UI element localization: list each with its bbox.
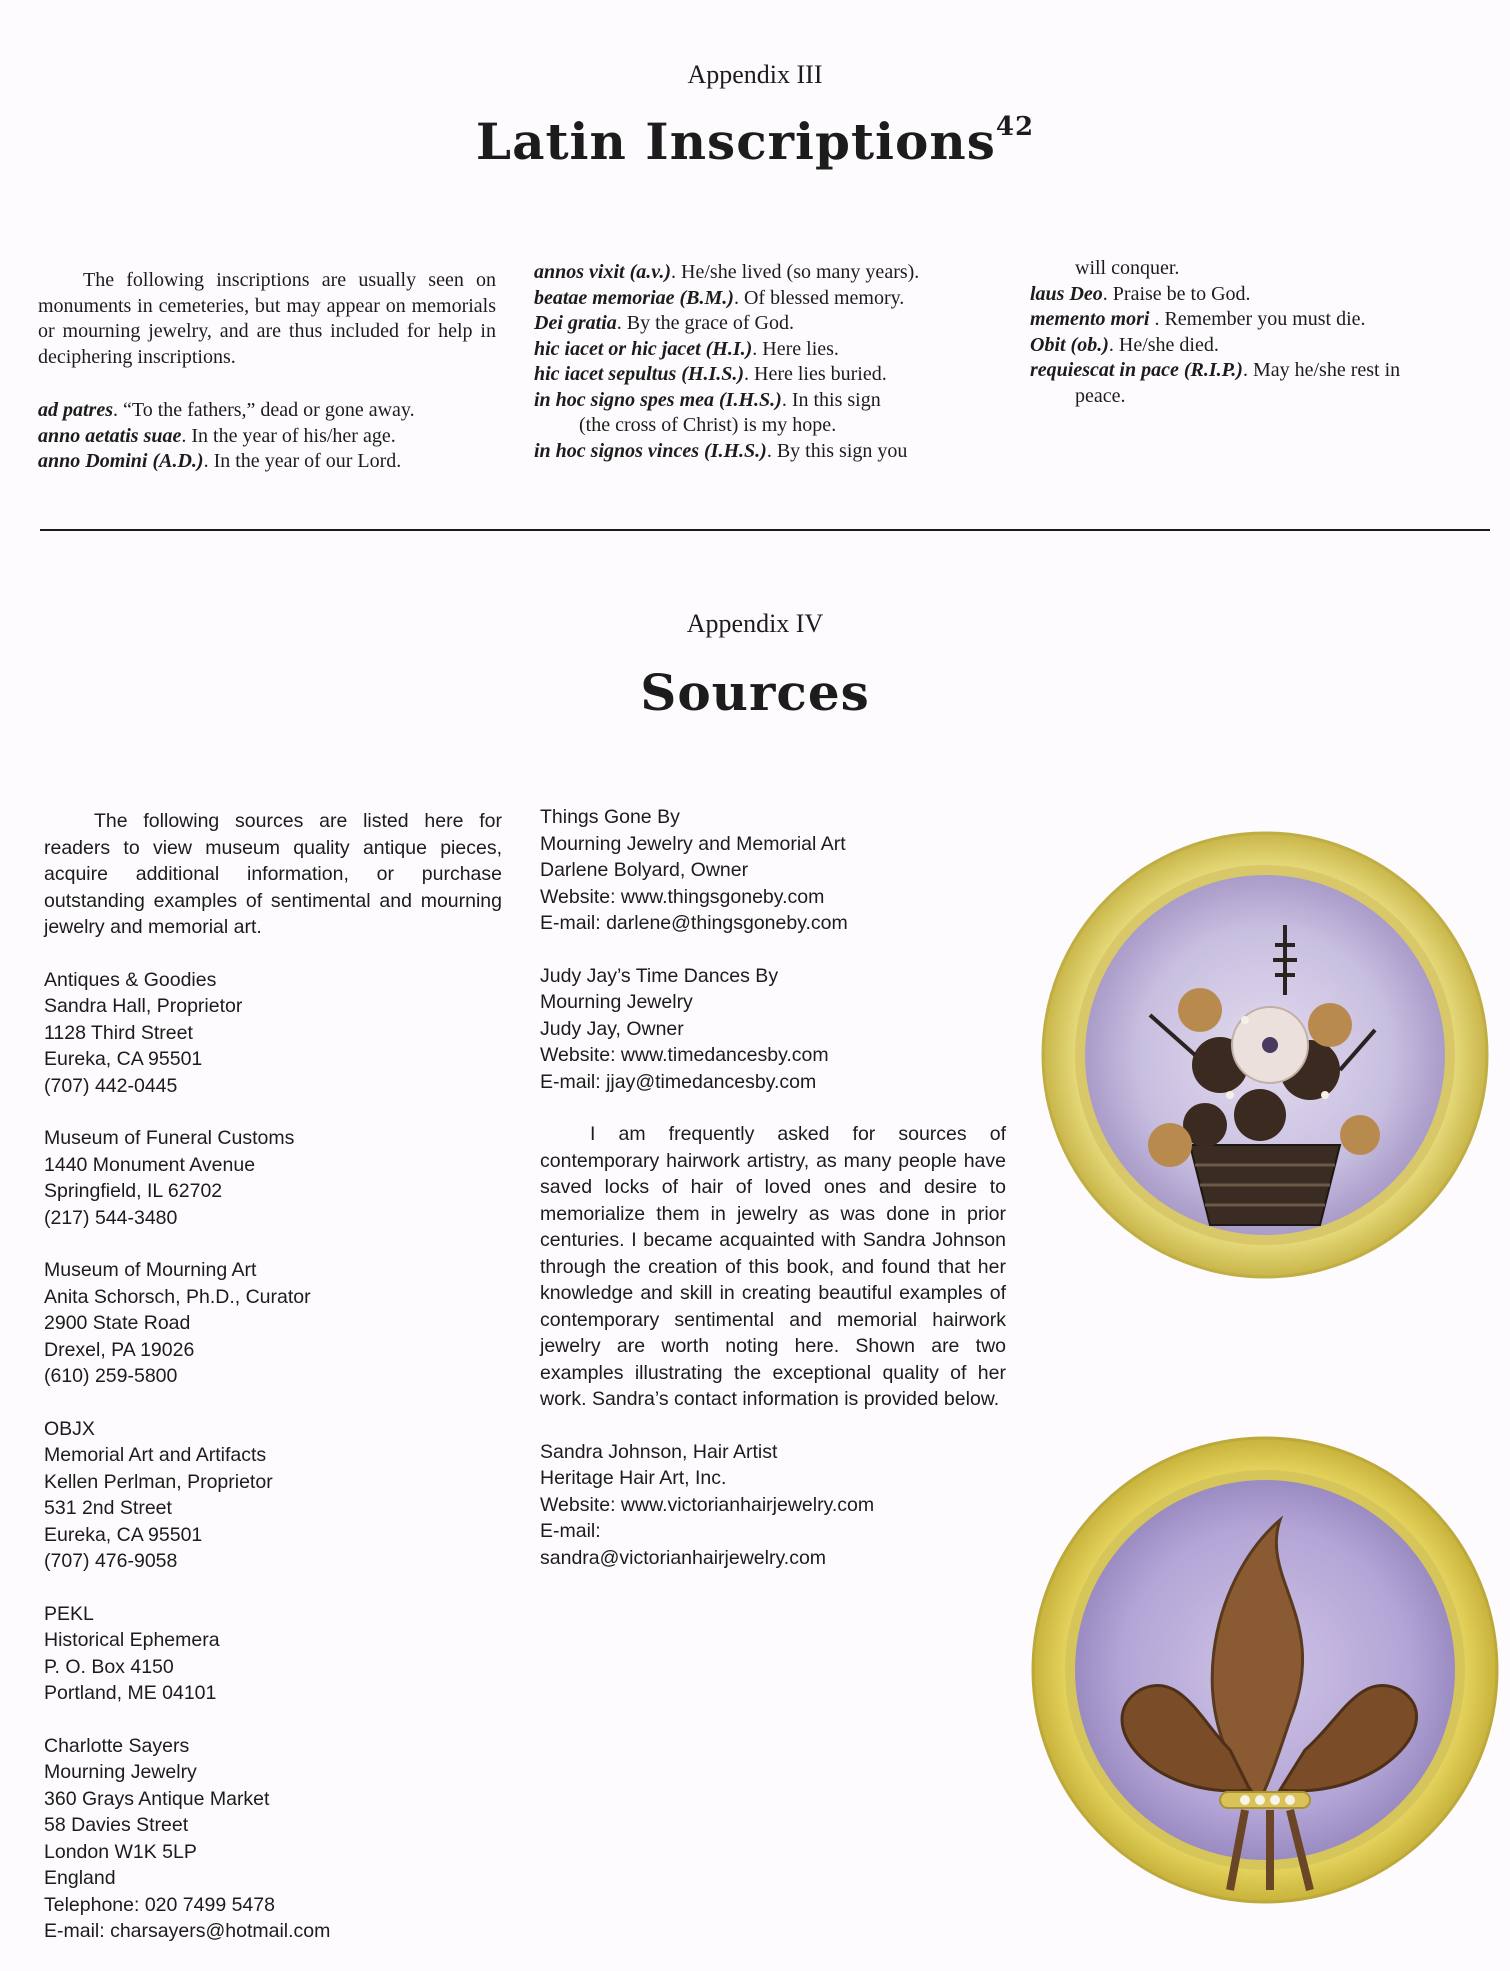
latin-col-1-entries [38, 398, 496, 475]
latin-entry [534, 286, 1004, 312]
latin-definition: . “To the fathers,” dead or gone away. [113, 399, 415, 421]
source-line[interactable]: E-mail: charsayers@hotmail.com [44, 1920, 331, 1942]
hairwork-paragraph-text: I am frequently asked for sources of contemporary hairwork artistry, as many people have saved locks of hair of loved ones and desire to memorialize them in jewelry as was done in prior centuries. I became acquainted with Sandra Johnson through the creation of this book, and found that her knowledge and skill in creating beautiful examples of contemporary sentimental and memorial hairwork jewelry are worth noting here. Shown are two examples illustrating the exceptional quality of her work. Sandra’s contact information is provided below. [540, 1123, 1006, 1410]
latin-entry [1030, 333, 1495, 359]
latin-term: hic iacet or hic jacet (H.I.) [534, 337, 753, 360]
latin-definition-continuation: peace. [1075, 384, 1126, 407]
source-line: Heritage Hair Art, Inc. [540, 1467, 727, 1489]
source-line: Memorial Art and Artifacts [44, 1444, 267, 1466]
latin-term: in hoc signo spes mea (I.H.S.) [534, 388, 782, 411]
latin-term: annos vixit (a.v.) [534, 261, 672, 283]
source-line[interactable]: sandra@victorianhairjewelry.com [540, 1546, 827, 1569]
latin-entry [534, 362, 1004, 388]
latin-term: Dei gratia [534, 312, 617, 334]
source-entry [44, 1125, 502, 1231]
latin-col-1 [38, 268, 496, 475]
latin-entry [534, 388, 1004, 414]
latin-definition: . He/she died. [1108, 333, 1219, 356]
source-line: Kellen Perlman, Proprietor [44, 1470, 273, 1493]
source-line[interactable]: Website: www.timedancesby.com [540, 1044, 829, 1066]
source-entry [44, 1416, 502, 1575]
latin-definition: . In the year of our Lord. [203, 450, 402, 472]
source-line: 2900 State Road [44, 1312, 191, 1334]
hairwork-paragraph [540, 1121, 1006, 1413]
sources-intro [44, 808, 502, 941]
source-line: Things Gone By [540, 806, 680, 828]
latin-definition: . By the grace of God. [616, 312, 794, 334]
source-line: Drexel, PA 19026 [44, 1338, 195, 1361]
latin-definition: . By this sign you [766, 439, 908, 462]
latin-entry [38, 398, 496, 424]
appendix-4-title: Sources [640, 663, 870, 722]
left-sources-list [44, 967, 502, 1945]
appendix-3-title-text: Latin Inscriptions [475, 112, 996, 171]
latin-entry [534, 439, 1004, 465]
latin-col-2-entries [534, 260, 1004, 464]
source-line: (707) 442-0445 [44, 1074, 178, 1097]
source-line: Anita Schorsch, Ph.D., Curator [44, 1285, 311, 1308]
source-line: Historical Ephemera [44, 1629, 220, 1651]
source-line: E-mail: [540, 1520, 601, 1542]
latin-col-3 [1030, 256, 1495, 409]
source-line: Sandra Johnson, Hair Artist [540, 1440, 778, 1463]
latin-entry [534, 311, 1004, 337]
latin-term: beatae memoriae (B.M.) [534, 286, 734, 309]
source-line: Museum of Mourning Art [44, 1259, 257, 1281]
source-line[interactable]: Website: www.thingsgoneby.com [540, 885, 825, 908]
latin-term: hic iacet sepultus (H.I.S.) [534, 363, 745, 385]
mid-sources-list [540, 804, 1006, 1095]
source-line: 1128 Third Street [44, 1021, 193, 1044]
source-line: Judy Jay, Owner [540, 1017, 684, 1040]
source-line: Charlotte Sayers [44, 1734, 190, 1757]
footnote-marker: 42 [995, 112, 1035, 143]
latin-term: laus Deo [1030, 282, 1103, 305]
source-line: P. O. Box 4150 [44, 1655, 174, 1678]
source-line[interactable]: Website: www.victorianhairjewelry.com [540, 1493, 875, 1516]
source-entry [540, 963, 1006, 1096]
flower-basket-brooch-image [1030, 815, 1500, 1295]
latin-entry [38, 424, 496, 450]
latin-term: anno Domini (A.D.) [38, 450, 204, 472]
latin-definition: . Here lies buried. [744, 363, 887, 385]
source-line: 360 Grays Antique Market [44, 1787, 270, 1810]
source-line: Mourning Jewelry [540, 991, 693, 1013]
latin-definition: . He/she lived (so many years). [671, 261, 920, 283]
latin-col-2 [534, 260, 1004, 464]
sources-intro-text: The following sources are listed here for readers to view museum quality antique pieces, acquire additional information, or purchase outstanding examples of sentimental and mourning jewelry and memorial art. [44, 810, 502, 938]
latin-definition: . Remember you must die. [1149, 308, 1366, 330]
latin-col-3-entries [1030, 282, 1495, 410]
source-line: Judy Jay’s Time Dances By [540, 964, 779, 987]
source-entry [44, 967, 502, 1100]
sources-col-mid [540, 804, 1006, 1597]
source-line: Eureka, CA 95501 [44, 1523, 203, 1546]
sources-col-left [44, 808, 502, 1971]
latin-entry [534, 337, 1004, 363]
latin-term: in hoc signos vinces (I.H.S.) [534, 439, 767, 462]
latin-definition-continuation: (the cross of Christ) is my hope. [579, 414, 837, 436]
source-line: Mourning Jewelry and Memorial Art [540, 832, 846, 855]
fleur-de-lis-brooch-image [1030, 1420, 1500, 1920]
latin-definition: . May he/she rest in [1242, 359, 1401, 381]
source-entry [44, 1257, 502, 1390]
latin-entry [534, 260, 1004, 286]
source-line: 1440 Monument Avenue [44, 1153, 256, 1176]
source-line: Telephone: 020 7499 5478 [44, 1893, 275, 1916]
source-entry [44, 1601, 502, 1707]
source-line: England [44, 1867, 116, 1889]
source-line: 531 2nd Street [44, 1497, 172, 1519]
section-divider [40, 529, 1490, 531]
latin-continuation: will conquer. [1075, 257, 1180, 279]
source-line: Eureka, CA 95501 [44, 1048, 203, 1070]
latin-entry [1030, 358, 1495, 384]
source-line: (610) 259-5800 [44, 1365, 178, 1387]
latin-intro: The following inscriptions are usually seen on monuments in cemeteries, but may appear on memorials or mourning jewelry, and are thus included for help in deciphering inscriptions. [38, 269, 496, 368]
source-line: Portland, ME 04101 [44, 1682, 217, 1704]
latin-definition: . Praise be to God. [1102, 282, 1251, 305]
appendix-3-title [0, 112, 1510, 171]
source-line: (707) 476-9058 [44, 1550, 178, 1572]
latin-entry [38, 449, 496, 475]
latin-term: memento mori [1030, 308, 1150, 330]
latin-definition: . Of blessed memory. [733, 286, 905, 309]
latin-definition: . In this sign [781, 388, 881, 411]
source-line: 58 Davies Street [44, 1814, 189, 1836]
source-line: (217) 544-3480 [44, 1206, 178, 1229]
latin-definition: . Here lies. [752, 337, 839, 360]
latin-definition: . In the year of his/her age. [181, 424, 396, 447]
latin-term: ad patres [38, 399, 113, 421]
source-line[interactable]: E-mail: jjay@timedancesby.com [540, 1070, 817, 1093]
appendix-4-label: Appendix IV [686, 609, 824, 638]
latin-term: anno aetatis suae [38, 424, 182, 447]
source-line: Springfield, IL 62702 [44, 1180, 223, 1202]
source-line: Antiques & Goodies [44, 968, 217, 991]
source-line: Darlene Bolyard, Owner [540, 859, 749, 881]
source-entry [540, 804, 1006, 937]
source-line: Museum of Funeral Customs [44, 1127, 295, 1149]
contact-block [540, 1439, 1006, 1572]
source-line: OBJX [44, 1417, 95, 1440]
source-line: Mourning Jewelry [44, 1761, 197, 1783]
source-line[interactable]: E-mail: darlene@thingsgoneby.com [540, 912, 848, 934]
source-line: PEKL [44, 1602, 94, 1625]
latin-entry [1030, 282, 1495, 308]
latin-entry [1030, 307, 1495, 333]
latin-term: Obit (ob.) [1030, 333, 1109, 356]
latin-term: requiescat in pace (R.I.P.) [1030, 359, 1243, 381]
source-entry [44, 1733, 502, 1945]
source-line: Sandra Hall, Proprietor [44, 995, 243, 1017]
appendix-3-label: Appendix III [687, 60, 823, 89]
source-line: London W1K 5LP [44, 1840, 197, 1863]
